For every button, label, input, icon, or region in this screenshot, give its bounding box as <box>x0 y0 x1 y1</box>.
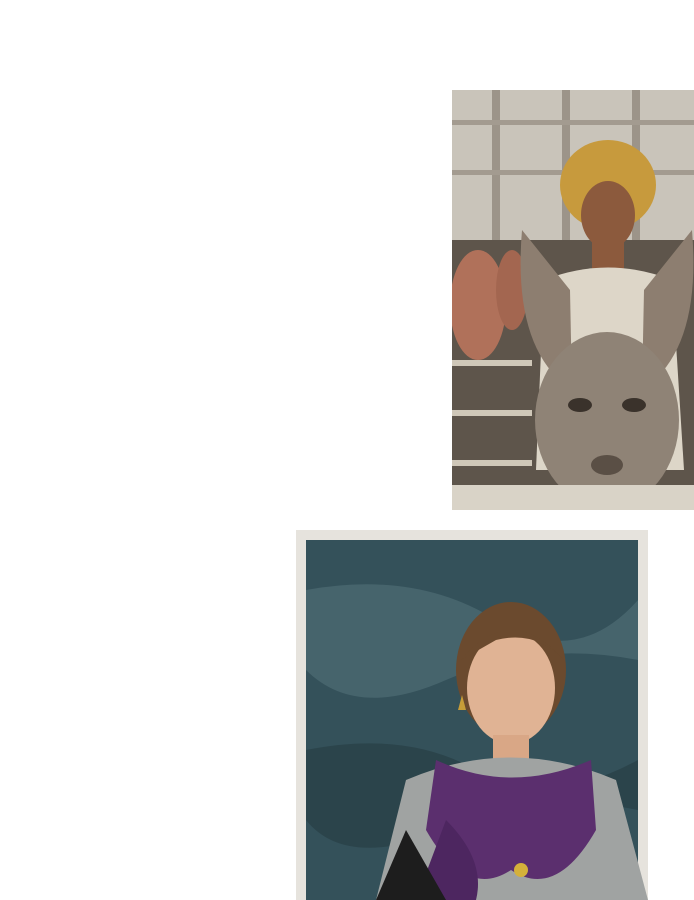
sculpture-photo-illustration <box>452 90 694 510</box>
photo-chiara-camozzi <box>296 530 648 900</box>
photo-syowia-kyambi <box>452 90 694 510</box>
portrait-photo-illustration <box>296 530 648 900</box>
